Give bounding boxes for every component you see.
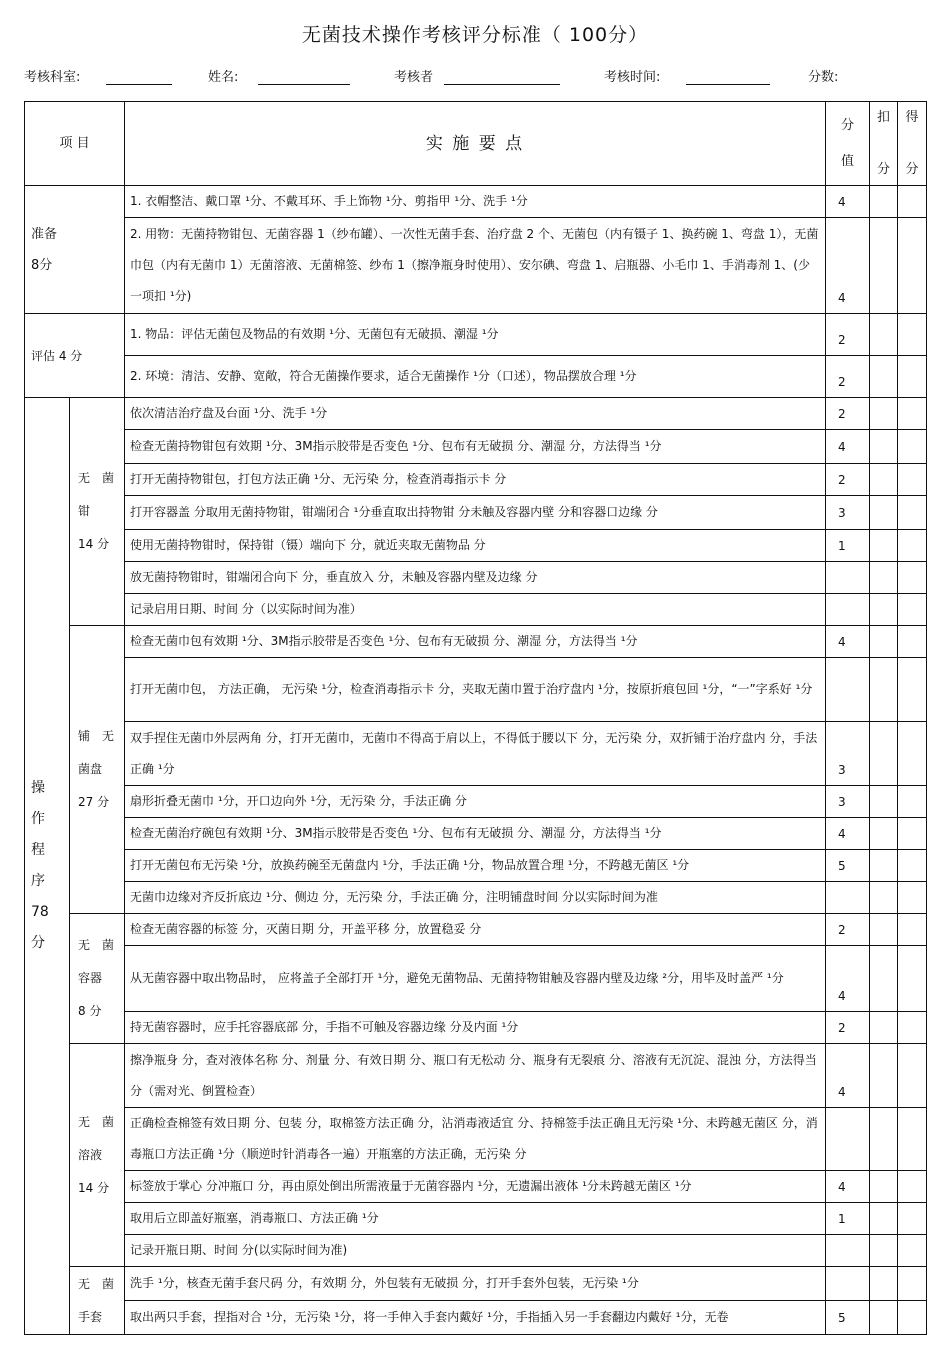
cell-text: 擦净瓶身 分，查对液体名称 分、剂量 分、有效日期 分、瓶口有无松动 分、瓶身有无裂痕 分、溶液有无沉淀、混浊 分，方法得当 分（需对光、倒置检查） bbox=[130, 1052, 817, 1098]
row-deduct bbox=[870, 1108, 898, 1171]
cell-text: 4 bbox=[838, 1179, 846, 1194]
row-get bbox=[898, 1267, 927, 1301]
table-row bbox=[25, 464, 927, 496]
row-deduct bbox=[870, 818, 898, 850]
row-get bbox=[898, 218, 927, 314]
label-line: 容器 bbox=[78, 971, 103, 985]
table-header-row bbox=[25, 102, 927, 186]
cell-text: 3 bbox=[838, 763, 846, 777]
cell-text: 无菌巾边缘对齐反折底边 ¹分、侧边 分，无污染 分，手法正确 分，注明铺盘时间 分以实际时间为准 bbox=[130, 890, 658, 904]
cell-text: 依次清洁治疗盘及台面 ¹分、洗手 ¹分 bbox=[130, 406, 328, 420]
cell-text: 4 bbox=[838, 194, 846, 209]
row-deduct bbox=[870, 914, 898, 946]
cell-text: 双手捏住无菌巾外层两角 分，打开无菌巾，无菌巾不得高于肩以上，不得低于腰以下 分，无污染 分，双折铺于治疗盘内 分，手法正确 ¹分 bbox=[130, 730, 818, 776]
row-get bbox=[898, 1012, 927, 1044]
cell-text: 标签放于掌心 分冲瓶口 分，再由原处倒出所需液量于无菌容器内 ¹分，无遗漏出液体 ¹分未跨越无菌区 ¹分 bbox=[130, 1179, 692, 1193]
row-deduct bbox=[870, 594, 898, 626]
label-line: 钳 bbox=[78, 504, 91, 518]
cell-text: 从无菌容器中取出物品时， 应将盖子全部打开 ¹分，避免无菌物品、无菌持物钳触及容器内壁及边缘 ²分，用毕及时盖严 ¹分 bbox=[130, 971, 784, 985]
row-deduct bbox=[870, 398, 898, 430]
row-text bbox=[125, 786, 826, 818]
row-score bbox=[826, 430, 870, 464]
cell-text: 持无菌容器时，应手托容器底部 分，手指不可触及容器边缘 分及内面 ¹分 bbox=[130, 1020, 519, 1034]
row-text bbox=[125, 464, 826, 496]
row-score bbox=[826, 562, 870, 594]
score-label: 分数: bbox=[808, 70, 839, 85]
table-row bbox=[25, 1044, 927, 1108]
cell-text: 1 bbox=[838, 538, 846, 553]
row-score bbox=[826, 496, 870, 530]
row-get bbox=[898, 398, 927, 430]
row-deduct bbox=[870, 186, 898, 218]
row-text bbox=[125, 314, 826, 356]
row-score bbox=[826, 1044, 870, 1108]
header-deduct: 扣 分 bbox=[870, 102, 898, 186]
row-deduct bbox=[870, 658, 898, 722]
row-get bbox=[898, 356, 927, 398]
row-deduct bbox=[870, 1301, 898, 1335]
row-deduct bbox=[870, 626, 898, 658]
row-deduct bbox=[870, 562, 898, 594]
table-row bbox=[25, 314, 927, 356]
row-text bbox=[125, 1301, 826, 1335]
cell-text: 4 bbox=[838, 291, 846, 305]
table-row bbox=[25, 430, 927, 464]
cell-text: 5 bbox=[838, 858, 846, 873]
cell-text: 4 bbox=[838, 1085, 846, 1099]
table-row bbox=[25, 398, 927, 430]
group-label bbox=[70, 1267, 125, 1335]
row-text bbox=[125, 594, 826, 626]
row-text bbox=[125, 882, 826, 914]
table-row bbox=[25, 530, 927, 562]
row-deduct bbox=[870, 850, 898, 882]
cell-text: 2 bbox=[838, 472, 846, 487]
table-row bbox=[25, 1301, 927, 1335]
row-score bbox=[826, 464, 870, 496]
row-score bbox=[826, 914, 870, 946]
table-row bbox=[25, 1171, 927, 1203]
table-row bbox=[25, 882, 927, 914]
row-text bbox=[125, 1044, 826, 1108]
row-get bbox=[898, 786, 927, 818]
row-get bbox=[898, 1301, 927, 1335]
header-get: 得 分 bbox=[898, 102, 927, 186]
label-line: 操 bbox=[31, 780, 45, 796]
exam-info-line bbox=[24, 66, 934, 90]
row-text bbox=[125, 356, 826, 398]
row-score bbox=[826, 1203, 870, 1235]
cell-text: 记录启用日期、时间 分（以实际时间为准） bbox=[130, 602, 362, 616]
row-get bbox=[898, 850, 927, 882]
row-score bbox=[826, 356, 870, 398]
table-row bbox=[25, 626, 927, 658]
table-row bbox=[25, 186, 927, 218]
row-text bbox=[125, 946, 826, 1012]
dept-label: 考核科室: bbox=[24, 70, 81, 85]
cell-text: 放无菌持物钳时，钳端闭合向下 分，垂直放入 分，未触及容器内壁及边缘 分 bbox=[130, 570, 538, 584]
cell-text: 扇形折叠无菌巾 ¹分，开口边向外 ¹分，无污染 分，手法正确 分 bbox=[130, 794, 467, 808]
cell-text: 2 bbox=[838, 1020, 846, 1035]
label-line: 程 bbox=[31, 842, 45, 858]
table-row bbox=[25, 1012, 927, 1044]
row-get bbox=[898, 1235, 927, 1267]
row-deduct bbox=[870, 722, 898, 786]
scoring-table bbox=[24, 101, 927, 1335]
row-get bbox=[898, 658, 927, 722]
row-deduct bbox=[870, 1203, 898, 1235]
row-get bbox=[898, 496, 927, 530]
row-get bbox=[898, 626, 927, 658]
row-score bbox=[826, 594, 870, 626]
cell-text: 2. 环境：清洁、安静、宽敞，符合无菌操作要求，适合无菌操作 ¹分（口述），物品摆放合理 ¹分 bbox=[130, 369, 637, 383]
row-text bbox=[125, 914, 826, 946]
row-get bbox=[898, 186, 927, 218]
row-get bbox=[898, 722, 927, 786]
cell-text: 检查无菌巾包有效期 ¹分、3M指示胶带是否变色 ¹分、包布有无破损 分、潮湿 分，方法得当 ¹分 bbox=[130, 634, 638, 648]
cell-text: 正确检查棉签有效日期 分、包装 分，取棉签方法正确 分，沾消毒液适宜 分、持棉签手法正确且无污染 ¹分、未跨越无菌区 分，消毒瓶口方法正确 ¹分（顺逆时针消毒各一遍）开瓶塞的方法正确，无污染 分 bbox=[130, 1116, 818, 1161]
row-text bbox=[125, 818, 826, 850]
cell-text: 2 bbox=[838, 922, 846, 937]
row-deduct bbox=[870, 786, 898, 818]
row-score bbox=[826, 530, 870, 562]
section-assess bbox=[25, 314, 125, 398]
row-score bbox=[826, 850, 870, 882]
row-score bbox=[826, 786, 870, 818]
cell-text: 评估 4 分 bbox=[31, 348, 83, 363]
cell-text: 1 bbox=[838, 1211, 846, 1226]
time-label: 考核时间: bbox=[604, 70, 661, 85]
row-score bbox=[826, 1012, 870, 1044]
cell-text: 2 bbox=[838, 333, 846, 347]
header-value: 分 值 bbox=[826, 102, 870, 186]
row-text bbox=[125, 1235, 826, 1267]
table-row bbox=[25, 658, 927, 722]
cell-text: 3 bbox=[838, 505, 846, 520]
group-label bbox=[70, 398, 125, 626]
cell-text: 检查无菌治疗碗包有效期 ¹分、3M指示胶带是否变色 ¹分、包布有无破损 分、潮湿 分，方法得当 ¹分 bbox=[130, 826, 662, 840]
table-row bbox=[25, 914, 927, 946]
row-text bbox=[125, 850, 826, 882]
cell-text: 2. 用物：无菌持物钳包、无菌容器 1（纱布罐）、一次性无菌手套、治疗盘 2 个、无菌包（内有镊子 1、换药碗 1、弯盘 1），无菌巾包（内有无菌巾 1）无菌溶液、无菌棉签、纱布 1（擦净瓶身时使用）、安尔碘、弯盘 1、启瓶器、小毛巾 1、手消毒剂 1、(少一项扣 ¹分) bbox=[130, 227, 819, 303]
table-row bbox=[25, 562, 927, 594]
page-title: 无菌技术操作考核评分标准（ 100分） bbox=[301, 24, 649, 46]
row-text bbox=[125, 218, 826, 314]
row-score bbox=[826, 218, 870, 314]
row-score bbox=[826, 314, 870, 356]
name-blank bbox=[258, 84, 350, 85]
label-line: 准备 bbox=[31, 226, 58, 242]
row-score bbox=[826, 946, 870, 1012]
cell-text: 洗手 ¹分，核查无菌手套尺码 分，有效期 分，外包装有无破损 分，打开手套外包装，无污染 ¹分 bbox=[130, 1276, 639, 1290]
cell-text: 4 bbox=[838, 439, 846, 454]
table-row bbox=[25, 1235, 927, 1267]
cell-text: 打开无菌巾包， 方法正确， 无污染 ¹分，检查消毒指示卡 分，夹取无菌巾置于治疗盘内 ¹分，按原折痕包回 ¹分，“一”字系好 ¹分 bbox=[130, 682, 813, 696]
row-deduct bbox=[870, 882, 898, 914]
row-score bbox=[826, 1301, 870, 1335]
row-get bbox=[898, 946, 927, 1012]
cell-text: 1. 物品：评估无菌包及物品的有效期 ¹分、无菌包有无破损、潮湿 ¹分 bbox=[130, 327, 499, 341]
row-deduct bbox=[870, 356, 898, 398]
label-line: 手套 bbox=[78, 1309, 103, 1324]
row-text bbox=[125, 1171, 826, 1203]
row-deduct bbox=[870, 218, 898, 314]
row-text bbox=[125, 1267, 826, 1301]
cell-text: 2 bbox=[838, 375, 846, 389]
label-line: 作 bbox=[31, 811, 45, 827]
row-deduct bbox=[870, 314, 898, 356]
cell-text: 使用无菌持物钳时，保持钳（镊）端向下 分，就近夹取无菌物品 分 bbox=[130, 538, 486, 552]
cell-text: 3 bbox=[838, 794, 846, 809]
row-deduct bbox=[870, 1267, 898, 1301]
label-line: 溶液 bbox=[78, 1147, 103, 1162]
row-text bbox=[125, 496, 826, 530]
row-get bbox=[898, 1044, 927, 1108]
name-label: 姓名: bbox=[208, 70, 239, 85]
table-row bbox=[25, 722, 927, 786]
row-get bbox=[898, 530, 927, 562]
group-label bbox=[70, 626, 125, 914]
row-deduct bbox=[870, 464, 898, 496]
section-prep bbox=[25, 186, 125, 314]
label-line: 14 分 bbox=[78, 537, 110, 551]
group-label bbox=[70, 914, 125, 1044]
row-get bbox=[898, 464, 927, 496]
label-line: 铺 无 bbox=[78, 729, 115, 743]
row-get bbox=[898, 1171, 927, 1203]
row-score bbox=[826, 626, 870, 658]
table-row bbox=[25, 496, 927, 530]
row-text bbox=[125, 722, 826, 786]
cell-text: 2 bbox=[838, 406, 846, 421]
cell-text: 4 bbox=[838, 989, 846, 1003]
label-line: 27 分 bbox=[78, 795, 110, 809]
table-row bbox=[25, 946, 927, 1012]
row-text bbox=[125, 658, 826, 722]
row-deduct bbox=[870, 946, 898, 1012]
cell-text: 4 bbox=[838, 634, 846, 649]
label-line: 菌盘 bbox=[78, 762, 103, 776]
row-text bbox=[125, 186, 826, 218]
row-deduct bbox=[870, 1012, 898, 1044]
row-deduct bbox=[870, 1044, 898, 1108]
cell-text: 记录开瓶日期、时间 分(以实际时间为准) bbox=[130, 1243, 348, 1257]
cell-text: 取用后立即盖好瓶塞，消毒瓶口、方法正确 ¹分 bbox=[130, 1211, 379, 1225]
cell-text: 打开容器盖 分取用无菌持物钳，钳端闭合 ¹分垂直取出持物钳 分未触及容器内壁 分和容器口边缘 分 bbox=[130, 505, 658, 519]
row-deduct bbox=[870, 430, 898, 464]
label-line: 78 bbox=[31, 904, 49, 920]
row-deduct bbox=[870, 530, 898, 562]
row-get bbox=[898, 882, 927, 914]
table-row bbox=[25, 1203, 927, 1235]
dept-blank bbox=[106, 84, 172, 85]
cell-text: 检查无菌持物钳包有效期 ¹分、3M指示胶带是否变色 ¹分、包布有无破损 分、潮湿 分，方法得当 ¹分 bbox=[130, 439, 662, 453]
row-score bbox=[826, 186, 870, 218]
cell-text: 5 bbox=[838, 1310, 846, 1325]
group-label bbox=[70, 1044, 125, 1267]
cell-text: 1. 衣帽整洁、戴口罩 ¹分、不戴耳环、手上饰物 ¹分、剪指甲 ¹分、洗手 ¹分 bbox=[130, 194, 528, 208]
cell-text: 取出两只手套，捏指对合 ¹分，无污染 ¹分，将一手伸入手套内戴好 ¹分，手指插入另一手套翻边内戴好 ¹分，无卷 bbox=[130, 1310, 729, 1324]
row-get bbox=[898, 1108, 927, 1171]
time-blank bbox=[686, 84, 770, 85]
label-line: 无 菌 bbox=[78, 1114, 115, 1129]
row-score bbox=[826, 1171, 870, 1203]
cell-text: 打开无菌持物钳包，打包方法正确 ¹分、无污染 分，检查消毒指示卡 分 bbox=[130, 472, 507, 486]
table-row bbox=[25, 356, 927, 398]
row-score bbox=[826, 398, 870, 430]
table-row bbox=[25, 818, 927, 850]
header-points: 实 施 要 点 bbox=[125, 102, 826, 186]
cell-text: 4 bbox=[838, 826, 846, 841]
label-line: 8分 bbox=[31, 257, 53, 273]
label-line: 14 分 bbox=[78, 1180, 110, 1195]
row-text bbox=[125, 430, 826, 464]
row-score bbox=[826, 722, 870, 786]
table-row bbox=[25, 594, 927, 626]
row-text bbox=[125, 1108, 826, 1171]
row-score bbox=[826, 658, 870, 722]
label-line: 分 bbox=[31, 935, 45, 951]
row-text bbox=[125, 530, 826, 562]
row-deduct bbox=[870, 496, 898, 530]
row-get bbox=[898, 314, 927, 356]
label-line: 8 分 bbox=[78, 1004, 102, 1018]
row-score bbox=[826, 1108, 870, 1171]
header-item: 项 目 bbox=[25, 102, 125, 186]
cell-text: 打开无菌包布无污染 ¹分，放换药碗至无菌盘内 ¹分，手法正确 ¹分，物品放置合理 ¹分，不跨越无菌区 ¹分 bbox=[130, 858, 690, 872]
label-line: 序 bbox=[31, 873, 45, 889]
examiner-label: 考核者 bbox=[394, 70, 434, 85]
row-text bbox=[125, 1203, 826, 1235]
label-line: 无 菌 bbox=[78, 471, 115, 485]
row-text bbox=[125, 562, 826, 594]
row-get bbox=[898, 430, 927, 464]
table-row bbox=[25, 786, 927, 818]
label-line: 无 菌 bbox=[78, 938, 115, 952]
row-text bbox=[125, 1012, 826, 1044]
row-deduct bbox=[870, 1171, 898, 1203]
cell-text: 检查无菌容器的标签 分，灭菌日期 分，开盖平移 分，放置稳妥 分 bbox=[130, 922, 482, 936]
table-row bbox=[25, 1267, 927, 1301]
row-score bbox=[826, 1267, 870, 1301]
table-row bbox=[25, 218, 927, 314]
examiner-blank bbox=[444, 84, 560, 85]
row-text bbox=[125, 626, 826, 658]
label-line: 无 菌 bbox=[78, 1276, 115, 1291]
row-get bbox=[898, 1203, 927, 1235]
table-row bbox=[25, 850, 927, 882]
row-score bbox=[826, 818, 870, 850]
row-score bbox=[826, 882, 870, 914]
row-get bbox=[898, 818, 927, 850]
row-get bbox=[898, 594, 927, 626]
row-score bbox=[826, 1235, 870, 1267]
row-text bbox=[125, 398, 826, 430]
row-deduct bbox=[870, 1235, 898, 1267]
table-row bbox=[25, 1108, 927, 1171]
row-get bbox=[898, 562, 927, 594]
row-get bbox=[898, 914, 927, 946]
section-operation bbox=[25, 398, 70, 1335]
